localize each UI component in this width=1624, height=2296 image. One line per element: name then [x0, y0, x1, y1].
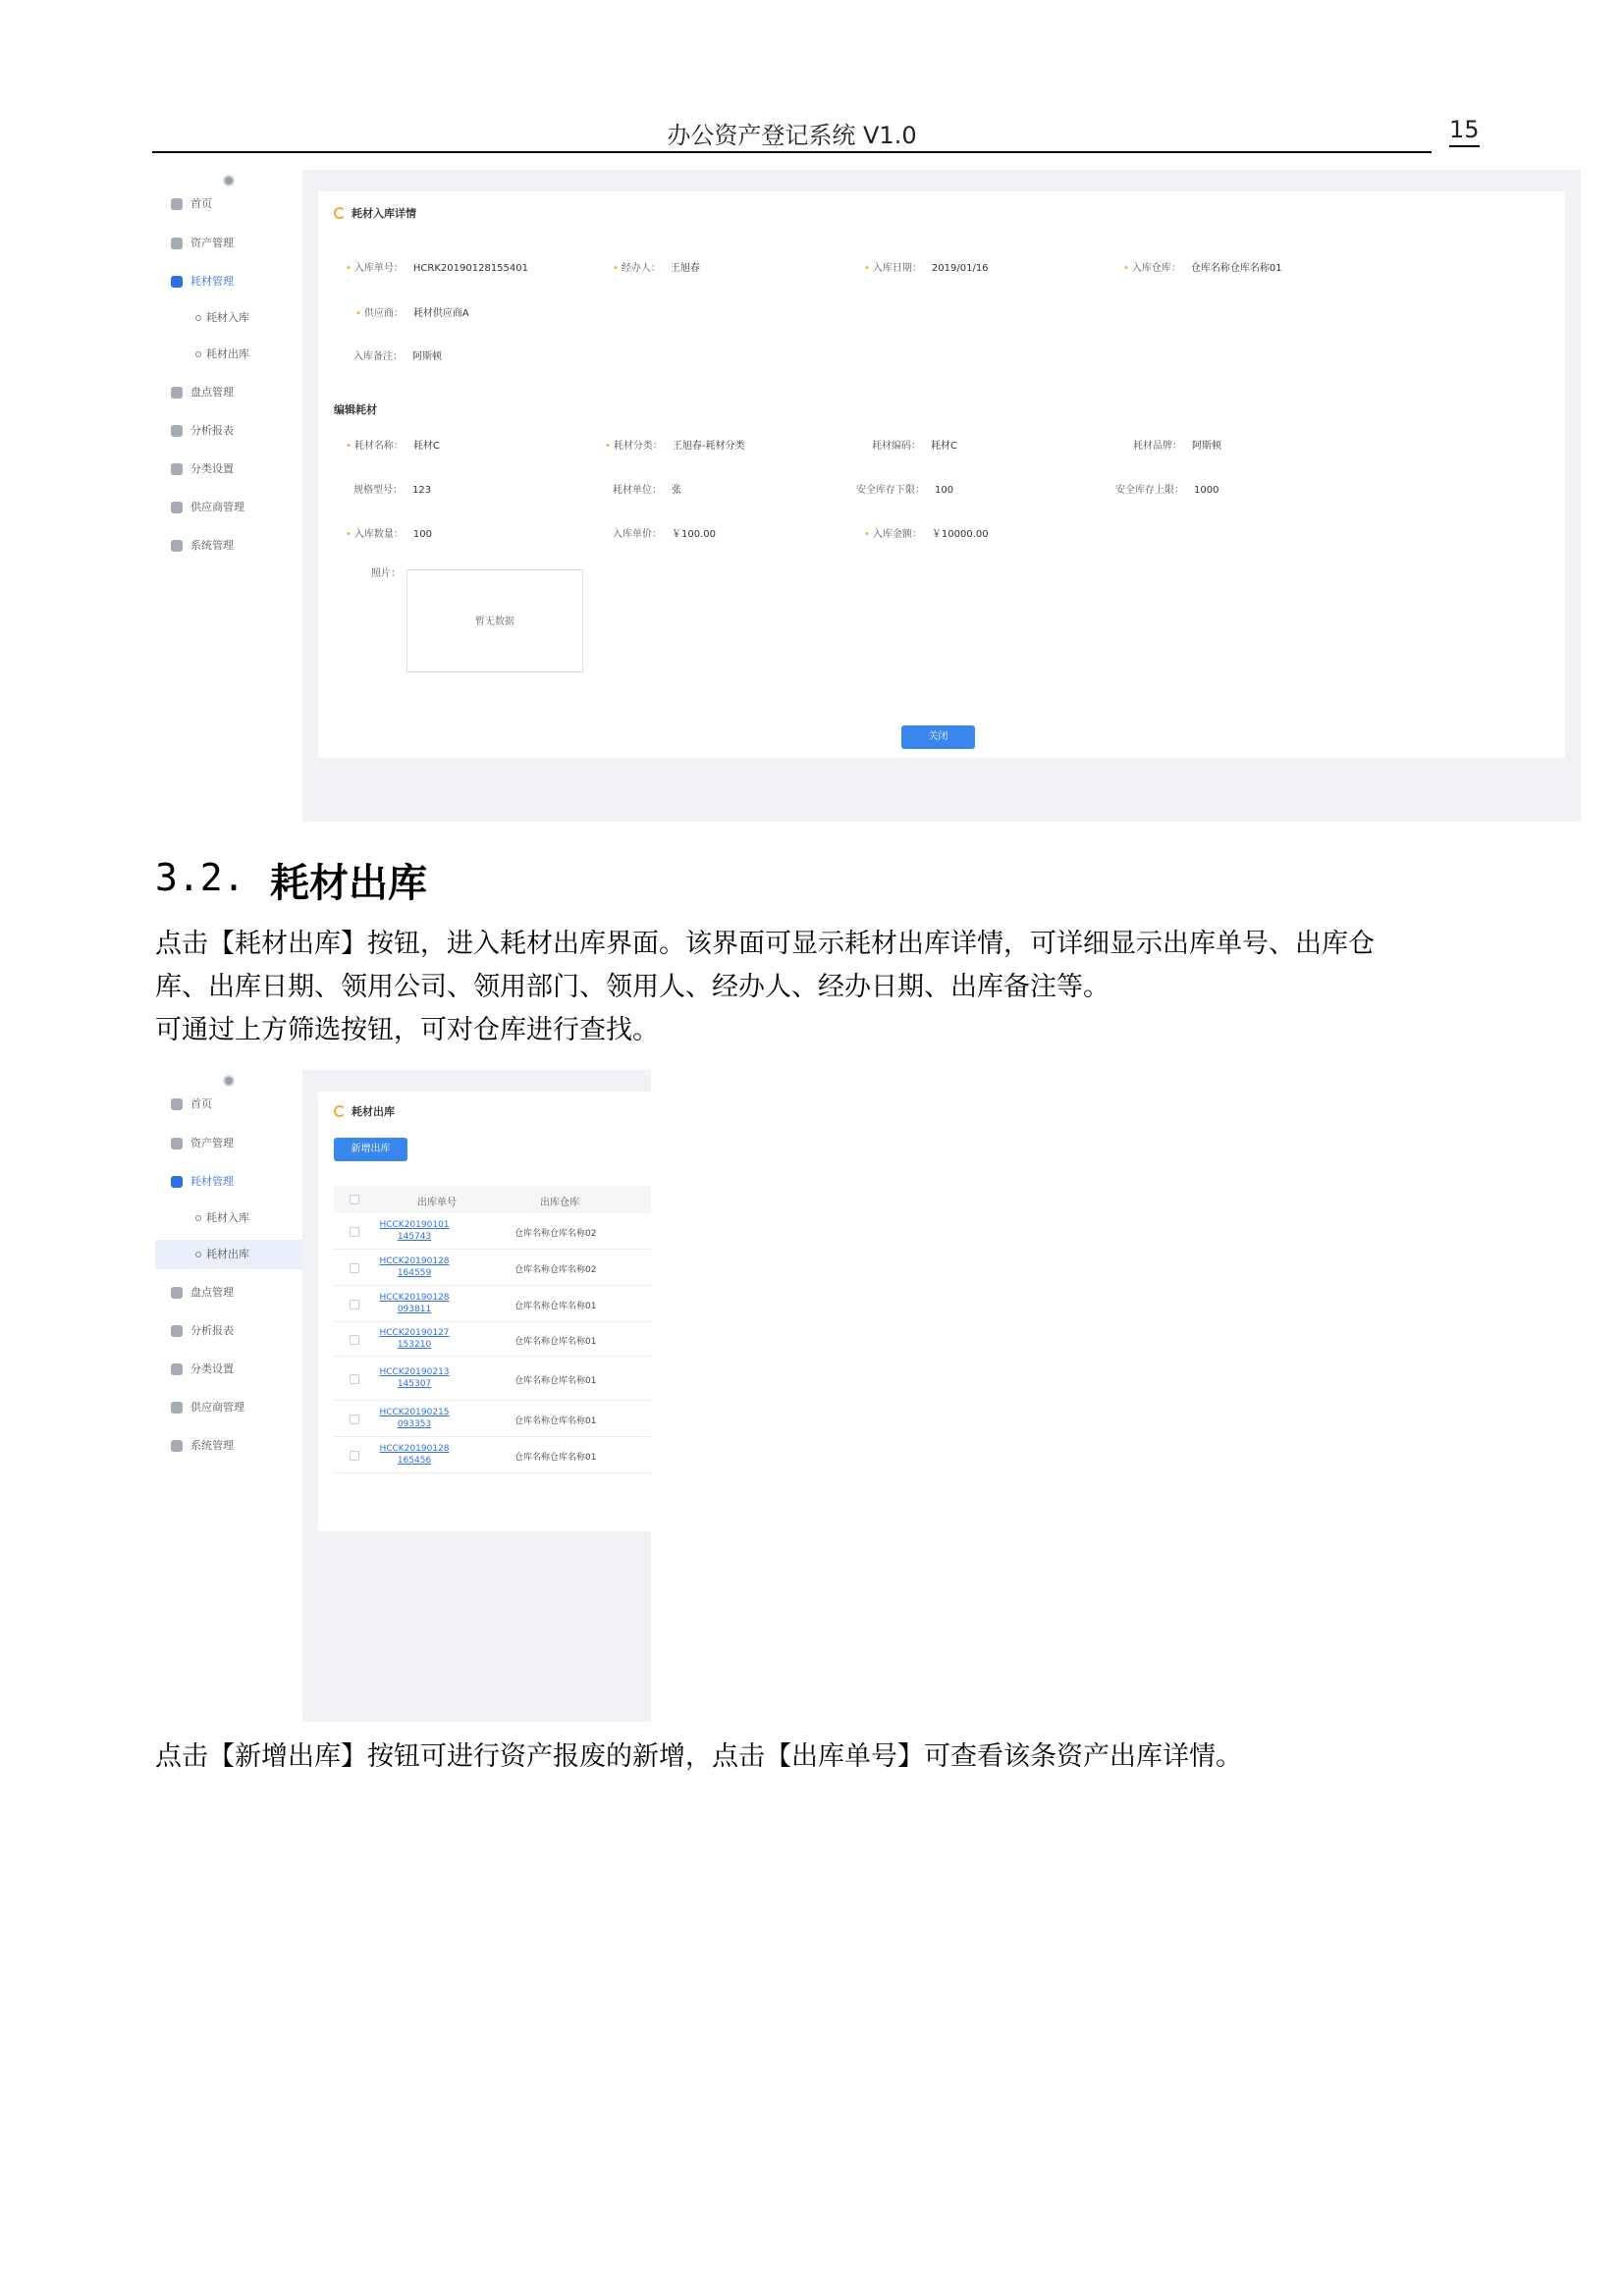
inbound-detail-screenshot: [155, 170, 1581, 822]
outbound-no-link[interactable]: HCCK20190101145743: [379, 1220, 450, 1242]
sidebar-item-label: 分析报表: [190, 424, 234, 437]
consumables-icon: [171, 1176, 183, 1188]
panel-title-text: 耗材出库: [352, 1105, 395, 1118]
outbound-no-link[interactable]: HCCK20190213145307: [379, 1367, 450, 1389]
edit-section-heading: 编辑耗材: [334, 403, 377, 416]
panel-title: [334, 1103, 395, 1119]
logo: [223, 175, 235, 187]
sub-dot-icon: [195, 1252, 201, 1257]
category-icon: [171, 1363, 183, 1375]
table-row: [334, 1322, 651, 1357]
settings-icon: [171, 1440, 183, 1452]
asset-icon: [171, 1138, 183, 1149]
column-outbound-no: 出库单号: [417, 1198, 457, 1208]
page-header: [152, 116, 1432, 153]
table-row: [334, 1250, 651, 1286]
sidebar-item-label: 首页: [190, 197, 212, 210]
warehouse-cell: 仓库名称仓库名称02: [514, 1265, 597, 1275]
sidebar-item-suppliers[interactable]: [155, 1393, 302, 1422]
sidebar-item-label: 分类设置: [190, 1362, 234, 1375]
logo: [223, 1075, 235, 1087]
sidebar: [155, 170, 302, 822]
field-remark: 入库备注： 阿斯顿: [353, 351, 442, 362]
sidebar-item-categories[interactable]: [155, 1355, 302, 1384]
field-supplier: • 供应商： 耗材供应商A: [355, 308, 469, 319]
sidebar-item-label: 分析报表: [190, 1324, 234, 1337]
field-max-stock: 安全库存上限： 1000: [1115, 485, 1219, 496]
list-panel: [318, 1092, 651, 1531]
supplier-icon: [171, 502, 183, 513]
outbound-no-link[interactable]: HCCK20190128164559: [379, 1256, 450, 1278]
sidebar-item-label: 供应商管理: [190, 501, 244, 513]
sidebar-item-consumable-outbound[interactable]: [155, 340, 302, 369]
report-icon: [171, 1325, 183, 1337]
table-row: [334, 1401, 651, 1437]
sidebar-item-reports[interactable]: [155, 416, 302, 446]
row-checkbox[interactable]: [350, 1451, 359, 1461]
sidebar-item-assets[interactable]: [155, 1129, 302, 1158]
settings-icon: [171, 540, 183, 552]
headset-icon: [334, 1105, 346, 1117]
outbound-no-link[interactable]: HCCK20190128093811: [379, 1293, 450, 1314]
table-header: [334, 1186, 651, 1213]
photo-label: 照片：: [371, 568, 401, 579]
photo-box: [406, 569, 583, 672]
table-row: [334, 1213, 651, 1250]
warehouse-cell: 仓库名称仓库名称01: [514, 1453, 597, 1463]
field-unit: 耗材单位： 张: [613, 485, 681, 496]
paragraph-1-line-1: 点击【耗材出库】按钮，进入耗材出库界面。该界面可显示耗材出库详情，可详细显示出库单号、出库仓: [155, 929, 1375, 959]
sidebar-item-label: 分类设置: [190, 462, 234, 475]
paragraph-2: 可通过上方筛选按钮，可对仓库进行查找。: [155, 1015, 659, 1045]
page-number: 15: [1449, 116, 1480, 147]
sub-dot-icon: [195, 1215, 201, 1221]
row-checkbox[interactable]: [350, 1415, 359, 1424]
field-brand: 耗材品牌： 阿斯顿: [1133, 441, 1221, 452]
sidebar-item-inventory[interactable]: [155, 378, 302, 407]
sidebar-item-label: 系统管理: [190, 1439, 234, 1452]
outbound-list-screenshot: [155, 1070, 651, 1722]
select-all-checkbox[interactable]: [350, 1195, 359, 1204]
row-checkbox[interactable]: [350, 1300, 359, 1309]
sidebar-item-label: 盘点管理: [190, 386, 234, 399]
sidebar-item-label: 耗材管理: [190, 1175, 234, 1188]
sidebar-item-label: 耗材入库: [206, 1211, 249, 1224]
sidebar-item-home[interactable]: [155, 189, 302, 219]
sidebar-item-label: 供应商管理: [190, 1401, 244, 1414]
sidebar-item-consumable-inbound[interactable]: [155, 1203, 302, 1233]
table-row: [334, 1437, 651, 1473]
sidebar-item-label: 首页: [190, 1097, 212, 1110]
sidebar-item-system[interactable]: [155, 1431, 302, 1461]
field-inbound-date: • 入库日期： 2019/01/16: [864, 263, 989, 274]
outbound-no-link[interactable]: HCCK20190215093353: [379, 1408, 450, 1429]
row-checkbox[interactable]: [350, 1374, 359, 1384]
outbound-no-link[interactable]: HCCK20190128165456: [379, 1444, 450, 1466]
warehouse-cell: 仓库名称仓库名称01: [514, 1337, 597, 1347]
sidebar-item-label: 耗材入库: [206, 311, 249, 324]
paragraph-1-line-2: 库、出库日期、领用公司、领用部门、领用人、经办人、经办日期、出库备注等。: [155, 972, 1110, 1002]
home-icon: [171, 198, 183, 210]
warehouse-cell: 仓库名称仓库名称01: [514, 1376, 597, 1386]
section-number: 3.2.: [155, 856, 245, 899]
sidebar-item-consumable-inbound[interactable]: [155, 303, 302, 333]
add-outbound-button[interactable]: 新增出库: [334, 1138, 407, 1161]
sidebar-item-label: 耗材出库: [206, 1248, 249, 1260]
sub-dot-icon: [195, 315, 201, 321]
sidebar-item-reports[interactable]: [155, 1316, 302, 1346]
row-checkbox[interactable]: [350, 1263, 359, 1273]
consumables-icon: [171, 276, 183, 288]
sub-dot-icon: [195, 351, 201, 357]
supplier-icon: [171, 1402, 183, 1414]
sidebar-item-label: 耗材出库: [206, 347, 249, 360]
paragraph-3: 点击【新增出库】按钮可进行资产报废的新增，点击【出库单号】可查看该条资产出库详情。: [155, 1741, 1242, 1772]
field-amount: • 入库金额： ￥10000.00: [864, 529, 989, 540]
field-price: 入库单价： ￥100.00: [613, 529, 716, 540]
sidebar-item-label: 资产管理: [190, 237, 234, 249]
sidebar-item-label: 盘点管理: [190, 1286, 234, 1299]
field-warehouse: • 入库仓库： 仓库名称仓库名称01: [1123, 263, 1282, 274]
asset-icon: [171, 238, 183, 249]
warehouse-cell: 仓库名称仓库名称02: [514, 1229, 597, 1239]
outbound-no-link[interactable]: HCCK20190127153210: [379, 1328, 450, 1350]
sidebar-item-consumables[interactable]: [155, 267, 302, 296]
sidebar-item-categories[interactable]: [155, 454, 302, 484]
field-spec: 规格型号： 123: [353, 485, 432, 496]
field-handler: • 经办人： 王旭春: [613, 263, 700, 274]
panel-title: [334, 205, 416, 221]
row-checkbox[interactable]: [350, 1335, 359, 1345]
sidebar: [155, 1070, 302, 1722]
warehouse-cell: 仓库名称仓库名称01: [514, 1416, 597, 1426]
field-category: • 耗材分类： 王旭春-耗材分类: [605, 441, 745, 452]
column-warehouse: 出库仓库: [540, 1198, 579, 1208]
inventory-icon: [171, 1287, 183, 1299]
photo-empty-text: 暂无数据: [475, 616, 514, 627]
sidebar-item-label: 耗材管理: [190, 275, 234, 288]
warehouse-cell: 仓库名称仓库名称01: [514, 1302, 597, 1311]
sidebar-item-system[interactable]: [155, 531, 302, 561]
header-title: 办公资产登记系统 V1.0: [667, 122, 917, 149]
sidebar-item-home[interactable]: [155, 1090, 302, 1119]
sidebar-item-consumables[interactable]: [155, 1167, 302, 1197]
header-rule: [152, 151, 1432, 153]
field-name: • 耗材名称： 耗材C: [346, 441, 440, 452]
category-icon: [171, 463, 183, 475]
section-title: 耗材出库: [270, 861, 427, 906]
field-min-stock: 安全库存下限： 100: [856, 485, 954, 496]
sidebar-item-consumable-outbound[interactable]: [155, 1240, 302, 1269]
report-icon: [171, 425, 183, 437]
sidebar-item-label: 资产管理: [190, 1137, 234, 1149]
field-code: 耗材编码： 耗材C: [872, 441, 957, 452]
field-qty: • 入库数量： 100: [346, 529, 432, 540]
home-icon: [171, 1098, 183, 1110]
sidebar-item-inventory[interactable]: [155, 1278, 302, 1308]
inventory-icon: [171, 387, 183, 399]
table-row: [334, 1286, 651, 1322]
detail-panel: [318, 191, 1565, 758]
sidebar-item-suppliers[interactable]: [155, 493, 302, 522]
headset-icon: [334, 207, 346, 219]
panel-title-text: 耗材入库详情: [352, 207, 416, 220]
table-row: [334, 1357, 651, 1401]
sidebar-item-assets[interactable]: [155, 229, 302, 258]
row-checkbox[interactable]: [350, 1227, 359, 1237]
sidebar-item-label: 系统管理: [190, 539, 234, 552]
field-inbound-no: • 入库单号： HCRK20190128155401: [346, 263, 528, 274]
close-button[interactable]: 关闭: [901, 725, 975, 749]
